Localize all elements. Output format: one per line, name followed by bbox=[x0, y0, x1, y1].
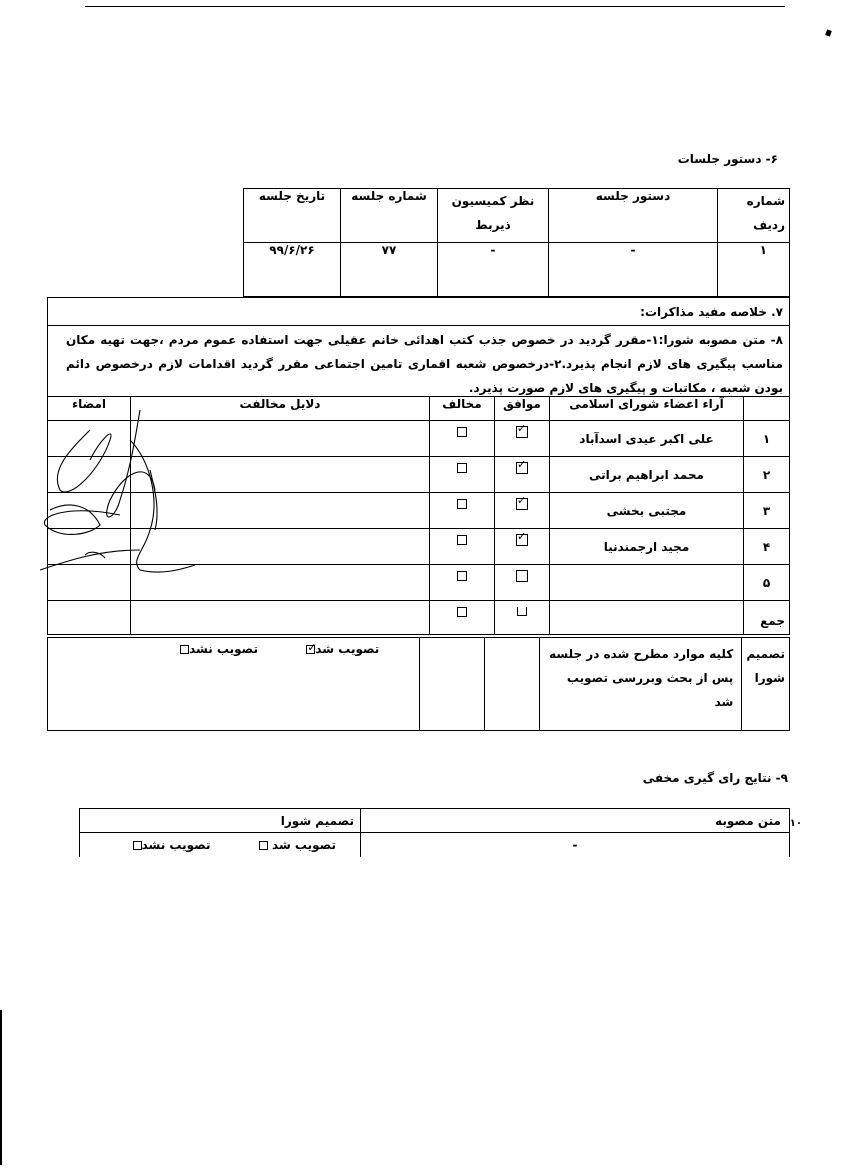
oppose-checkbox[interactable] bbox=[457, 463, 467, 473]
member-name: مجید ارجمندنیا bbox=[550, 529, 744, 565]
vote-row-no: ۱ bbox=[744, 421, 790, 457]
header-oppose: مخالف bbox=[430, 397, 495, 421]
scan-mark bbox=[825, 29, 832, 36]
reasons-total-cell bbox=[131, 601, 430, 635]
oppose-checkbox[interactable] bbox=[457, 535, 467, 545]
section-6-title: ۶- دستور جلسات bbox=[677, 152, 778, 166]
vote-row-no: ۲ bbox=[744, 457, 790, 493]
member-name bbox=[550, 565, 744, 601]
header-session-no: شماره جلسه bbox=[341, 189, 438, 243]
secret-row-number: ۱۰ bbox=[789, 818, 802, 829]
header-session-date: تاریخ جلسه bbox=[244, 189, 341, 243]
cell-agenda: - bbox=[549, 243, 718, 297]
approved-label: تصویب شد bbox=[315, 642, 380, 656]
summary-box bbox=[47, 297, 790, 397]
decision-empty-1 bbox=[485, 638, 540, 731]
decision-approval-cell bbox=[48, 638, 420, 731]
agree-checkbox[interactable] bbox=[516, 462, 528, 474]
approved-checkbox[interactable] bbox=[306, 645, 315, 654]
agree-checkbox[interactable] bbox=[516, 426, 528, 438]
agenda-table bbox=[243, 188, 790, 297]
agree-total-checkbox[interactable] bbox=[517, 607, 527, 616]
signature-total-cell bbox=[48, 601, 131, 635]
secret-not-approved-checkbox[interactable] bbox=[133, 841, 142, 850]
votes-no-header bbox=[744, 397, 790, 421]
secret-not-approved-label: تصویب نشد bbox=[141, 837, 211, 852]
section-7-title: ۷. خلاصه مفید مذاکرات: bbox=[640, 305, 783, 319]
header-row-no: شماره ردیف bbox=[718, 189, 790, 243]
header-agree: موافق bbox=[495, 397, 550, 421]
decision-label: تصمیم شورا bbox=[742, 638, 790, 731]
not-approved-checkbox[interactable] bbox=[180, 645, 189, 654]
vote-row-no: ۴ bbox=[744, 529, 790, 565]
cell-commission: - bbox=[438, 243, 549, 297]
oppose-checkbox[interactable] bbox=[457, 427, 467, 437]
header-signature: امضاء bbox=[48, 397, 131, 421]
secret-approved-checkbox[interactable] bbox=[259, 841, 268, 850]
resolution-label: متن مصوبه bbox=[361, 809, 790, 833]
secret-approval-cell bbox=[80, 833, 361, 857]
secret-decision-label: تصمیم شورا bbox=[80, 809, 361, 833]
header-agenda: دستور جلسه bbox=[549, 189, 718, 243]
cell-row-no: ۱ bbox=[718, 243, 790, 297]
cell-session-no: ۷۷ bbox=[341, 243, 438, 297]
secret-approved-label: تصویب شد bbox=[272, 837, 336, 852]
agree-checkbox[interactable] bbox=[516, 498, 528, 510]
member-name: محمد ابراهیم براتی bbox=[550, 457, 744, 493]
decision-table bbox=[47, 637, 790, 731]
oppose-checkbox[interactable] bbox=[457, 571, 467, 581]
agree-checkbox[interactable] bbox=[516, 534, 528, 546]
member-name: علی اکبر عیدی اسدآباد bbox=[550, 421, 744, 457]
vote-row-no: ۳ bbox=[744, 493, 790, 529]
resolution-value: - bbox=[361, 833, 790, 857]
oppose-total-checkbox[interactable] bbox=[457, 607, 467, 617]
handwritten-signature bbox=[30, 400, 200, 590]
total-label: جمع bbox=[744, 601, 790, 635]
summary-divider bbox=[48, 325, 789, 326]
oppose-checkbox[interactable] bbox=[457, 499, 467, 509]
header-members: آراء اعضاء شورای اسلامی bbox=[550, 397, 744, 421]
header-commission: نظر کمیسیون ذیربط bbox=[438, 189, 549, 243]
agree-checkbox[interactable] bbox=[516, 570, 528, 582]
section-9-title: ۹- نتایج رای گیری مخفی bbox=[642, 771, 788, 785]
not-approved-label: تصویب نشد bbox=[189, 642, 258, 656]
scan-edge-line bbox=[0, 1010, 2, 1165]
total-members-cell bbox=[550, 601, 744, 635]
secret-vote-table bbox=[79, 808, 790, 857]
cell-session-date: ۹۹/۶/۲۶ bbox=[244, 243, 341, 297]
top-rule bbox=[85, 6, 785, 7]
decision-empty-2 bbox=[420, 638, 485, 731]
member-name: مجتبی بخشی bbox=[550, 493, 744, 529]
header-reasons: دلایل مخالفت bbox=[131, 397, 430, 421]
decision-text: کلیه موارد مطرح شده در جلسه پس از بحث وبررسی تصویب شد bbox=[540, 638, 742, 731]
vote-row-no: ۵ bbox=[744, 565, 790, 601]
section-8-text: ۸- متن مصوبه شورا:۱-مقرر گردید در خصوص جذب کتب اهدائی خانم عقیلی جهت استفاده عموم مردم ،جهت تهیه مکان مناسب پیگیری های لازم انجام پذیرد.۲-درخصوص شعبه اقماری تامین اجتماعی مقرر گردید اقدامات لازم درخصوص دائم بودن شعبه ، مکاتبات و پیگیری های لازم صورت پذیرد. bbox=[66, 333, 783, 395]
